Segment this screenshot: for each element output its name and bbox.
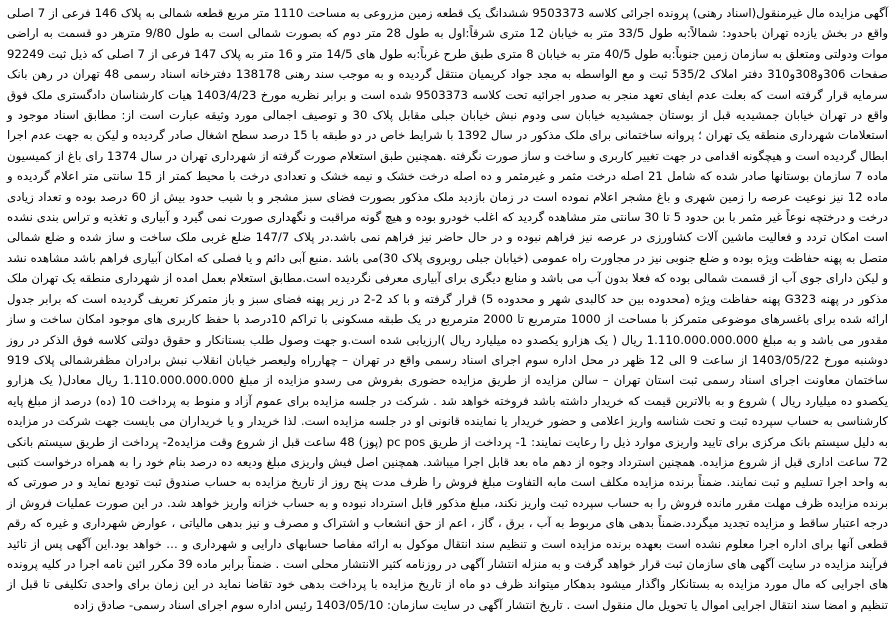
notice-body-text: آگهی مزایده مال غیرمنقول(اسناد رهنی) پرونده اجرائی کلاسه 9503373 ششدانگ یک قطعه زمین مزروعی به مساحت 1110 متر مربع قطعه شمالی به پلاک 146 فرعی از 7 اصلی واقع در بخش یازده تهران باحدود: شمالاً:به طول 33/5 متر به خیابان 12 متری شرقاً:اول به طول 28 متر دوم که بصورت شمالی است به طول 9/80 مترهر دو قسمت به اراضی موات ودولتی ومتعلق به سازمان زمین جنوباً:به طول 40/5 متر به خیابان 8 متری طبق طرح غرباً:به طول های 14/5 متر و 16 متر به پلاک 147 فرعی از 7 اصلی که ذیل ثبت 92249 صفحات 306و308و310 دفتر املاک 535/2 ثبت و مع الواسطه به مجد جواد کریمیان منتقل گردیده و به موجب سند رهنی 138178 دفترخانه اسناد رسمی 48 تهران در رهن بانک سرمایه قرار گرفته است که بعلت عدم ایفای تعهد منجر به صدور اجرائیه تحت کلاسه 9503373 شده است و برابر نظریه مورخ 1403/4/23 هیات کارشناسان دادگستری ملک فوق واقع در تهران خیابان جمشیدیه قبل از بوستان جمشیدیه خیابان سی ودوم نبش خیابان جبلی مقابل پلاک 30 و توصیف اجمالی مورد وثیقه عبارت است از: مطابق اسناد موجود و استعلامات شهرداری منطقه یک تهران ؛ پروانه ساختمانی برای ملک مذکور در سال 1392 با شرایط خاص در دو طبقه با 15 درصد سطح اشغال صادر گردیده و لیکن به جهت عدم اجرا ابطال گردیده است و هیچگونه اقدامی در جهت تغییر کاربری و ساخت و ساز صورت نگرفته .همچنین طبق استعلام صورت گرفته از شهرداری تهران در سال 1374 رای باغ از کمیسیون ماده 7 سازمان بوستانها صادر شده که شامل 21 اصله درخت مثمر و غیرمثمر و ده اصله درخت خشک و نیمه خشک و تعدادی درخت با محیط کمتر از 15 سانتی متر اعلام گردیده و ماده 12 نیز نوعیت عرصه را زمین شهری و باغ مشجر اعلام نموده است در زمان بازدید ملک مذکور بصورت فضای سبز مشجر و با شیب حدود بیش از 60 درصد بوده و تعداد زیادی درخت و درختچه نوعاً غیر مثمر با بن حدود 5 تا 30 سانتی متر مشاهده گردید که اغلب خودرو بوده و هیچ گونه مراقبت و نگهداری صورت نمی گیرد و آبیاری و تغذیه و تراس بندی نشده است امکان تردد و فعالیت ماشین آلات کشاورزی در عرصه نیز فراهم نبوده و در حال حاضر نیز فراهم نمی باشد.در پلاک 147/7 ضلع غربی ملک ساخت و ساز شده و ضلع شمالی متصل به پهنه حفاظت ویژه بوده و ضلع جنوبی نیز در مجاورت راه عمومی (خیابان جبلی روبروی پلاک 30)می باشد .منبع آبی دائم و یا فصلی که امکان آبیاری فراهم باشد مشاهده نشد و لیکن دارای جوی آب از قسمت شمالی بوده که فعلا بدون آب می باشد و منابع دیگری برای آبیاری معرفی نگردیده است.مطابق استعلام بعمل امده از شهرداری منطقه یک تهران ملک مذکور در پهنه G323 پهنه حفاظت ویژه (محدوده بین حد کالبدی شهر و محدوده 5) قرار گرفته و با کد 2-2 در زیر پهنه فضای سبز و باز متمرکز تعریف گردیده است که برابر جدول ارائه شده برای باغسرهای موضوعی متمرکز با مساحت از 1000 مترمربع تا 2000 مترمربع در یک طبقه مسکونی با تراکم 10درصد با حفظ کاربری های موجود امکان ساخت و ساز مقدور می باشد و به مبلغ 1.110.000.000.000 ریال ( یک هزارو یکصدو ده میلیارد ریال )ارزیابی شده است.و جهت وصول طلب بستانکار و حقوق دولتی کلاسه فوق الذکر در روز دوشنبه مورخ 1403/05/22 از ساعت 9 الی 12 ظهر در محل اداره سوم اجرای اسناد رسمی واقع در تهران – چهارراه ولیعصر خیابان انقلاب نبش برادران مظفرشمالی پلاک 919 ساختمان معاونت اجرای اسناد رسمی ثبت استان تهران – سالن مزایده از طریق مزایده حضوری بفروش می رسدو مزایده از مبلغ 1.110.000.000.000 ریال معادل( یک هزارو یکصدو ده میلیارد ریال ) شروع و به بالاترین قیمت که خریدار داشته باشد فروخته خواهد شد . شرکت در جلسه مزایده برای عموم آزاد و منوط به پرداخت 10 (ده) درصد از مبلغ پایه کارشناسی به حساب سپرده ثبت و تحت شناسه واریز اعلامی و حضور خریدار یا نماینده قانونی او در جلسه مزایده است. لذا خریدار و یا خریداران می بایست جهت شرکت در مزایده به دلیل سیستم بانک مرکزی برای تایید واریزی موارد ذیل را رعایت نمایند: 1- پرداخت از طریق pc pos (پوز) 48 ساعت قبل از شروع وقت مزایده2- پرداخت از طریق سیستم بانکی 72 ساعت اداری قبل از شروع مزایده. همچنین استرداد وجوه از دهم ماه بعد قابل اجرا میباشد. همچنین اصل فیش واریزی مبلغ ودیعه ده درصد بنام خود را به همراه درخواست کتبی به واحد اجرا تسلیم و ثبت نمایند. ضمناً برنده مزایده مکلف است مابه التفاوت مبلغ فروش را ظرف مدت پنج روز از تاریخ مزایده به حساب صندوق ثبت تودیع نماید و در صورتی که برنده مزایده ظرف مهلت مقرر مانده فروش را به حساب سپرده ثبت واریز نکند، مبلغ مذکور قابل استرداد نبوده و به حساب خزانه واریز خواهد شد. در این صورت عملیات فروش از درجه اعتبار ساقط و مزایده تجدید میگردد.ضمناً بدهی های مربوط به آب ، برق ، گاز ، اعم از حق انشعاب و اشتراک و مصرف و نیز بدهی مالیاتی ، عوارض شهرداری و غیره که رقم قطعی آنها برای اداره اجرا معلوم نشده است بعهده برنده مزایده است و تنظیم سند انتقال موکول به ارائه مفاصا حسابهای دارایی و شهرداری و … خواهد بود.این آگهی پس از تائید فرآیند مزایده در سایت آگهی های سازمان ثبت قرار خواهد گرفت و به منزله انتشار آگهی در روزنامه کثیر الانتشار محلی است . ضمناً برابر ماده 39 مکرر ائین نامه اجرا در کلیه پرونده های اجرایی که مال مورد مزایده به بستانکار واگذار میشود بدهکار میتواند ظرف دو ماه از تاریخ مزایده با پرداخت بدهی خود تقاضا نماید در این زمان برای واحدی تکلیفی تا قبل از تنظیم و امضا سند انتقال اجرایی اموال یا تحویل مال منقول است . تاریخ انتشار آگهی در سایت سازمان: 1403/05/10 رئیس اداره سوم اجرای اسناد رسمی- صادق زاده [7, 6, 889, 612]
